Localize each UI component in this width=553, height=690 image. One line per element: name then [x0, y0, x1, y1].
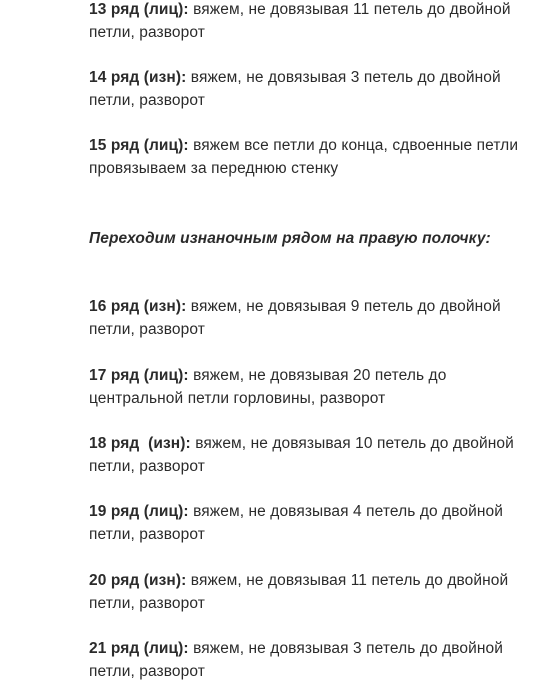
row-label: 17 ряд (лиц): [89, 367, 189, 384]
section-heading: Переходим изнаночным рядом на правую полочку: [89, 230, 491, 247]
row-text: вяжем, не довязывая 20 петель до центральной петли горловины, разворот [89, 367, 447, 407]
row-label: 19 ряд (лиц): [89, 503, 189, 520]
row-label: 18 ряд (изн): [89, 435, 191, 452]
row-13-paragraph [89, 0, 529, 44]
row-label: 20 ряд (изн): [89, 572, 187, 589]
row-20-paragraph [89, 569, 529, 615]
row-label: 21 ряд (лиц): [89, 640, 189, 657]
row-text: вяжем, не довязывая 9 петель до двойной петли, разворот [89, 298, 501, 338]
row-16-paragraph [89, 295, 529, 341]
row-label: 13 ряд (лиц): [89, 1, 189, 18]
row-text: вяжем, не довязывая 10 петель до двойной петли, разворот [89, 435, 514, 475]
row-14-paragraph [89, 66, 529, 112]
row-text: вяжем все петли до конца, сдвоенные петли провязываем за переднюю стенку [89, 137, 519, 177]
row-label: 14 ряд (изн): [89, 69, 187, 86]
row-18-paragraph [89, 432, 529, 478]
row-text: вяжем, не довязывая 11 петель до двойной петли, разворот [89, 1, 511, 41]
row-19-paragraph [89, 500, 529, 546]
row-17-paragraph [89, 364, 529, 410]
row-21-paragraph [89, 637, 529, 683]
row-text: вяжем, не довязывая 3 петель до двойной петли, разворот [89, 69, 501, 109]
row-text: вяжем, не довязывая 3 петель до двойной петли, разворот [89, 640, 504, 680]
row-15-paragraph [89, 134, 529, 180]
row-label: 15 ряд (лиц): [89, 137, 189, 154]
row-text: вяжем, не довязывая 4 петель до двойной петли, разворот [89, 503, 504, 543]
row-text: вяжем, не довязывая 11 петель до двойной петли, разворот [89, 572, 509, 612]
row-label: 16 ряд (изн): [89, 298, 187, 315]
